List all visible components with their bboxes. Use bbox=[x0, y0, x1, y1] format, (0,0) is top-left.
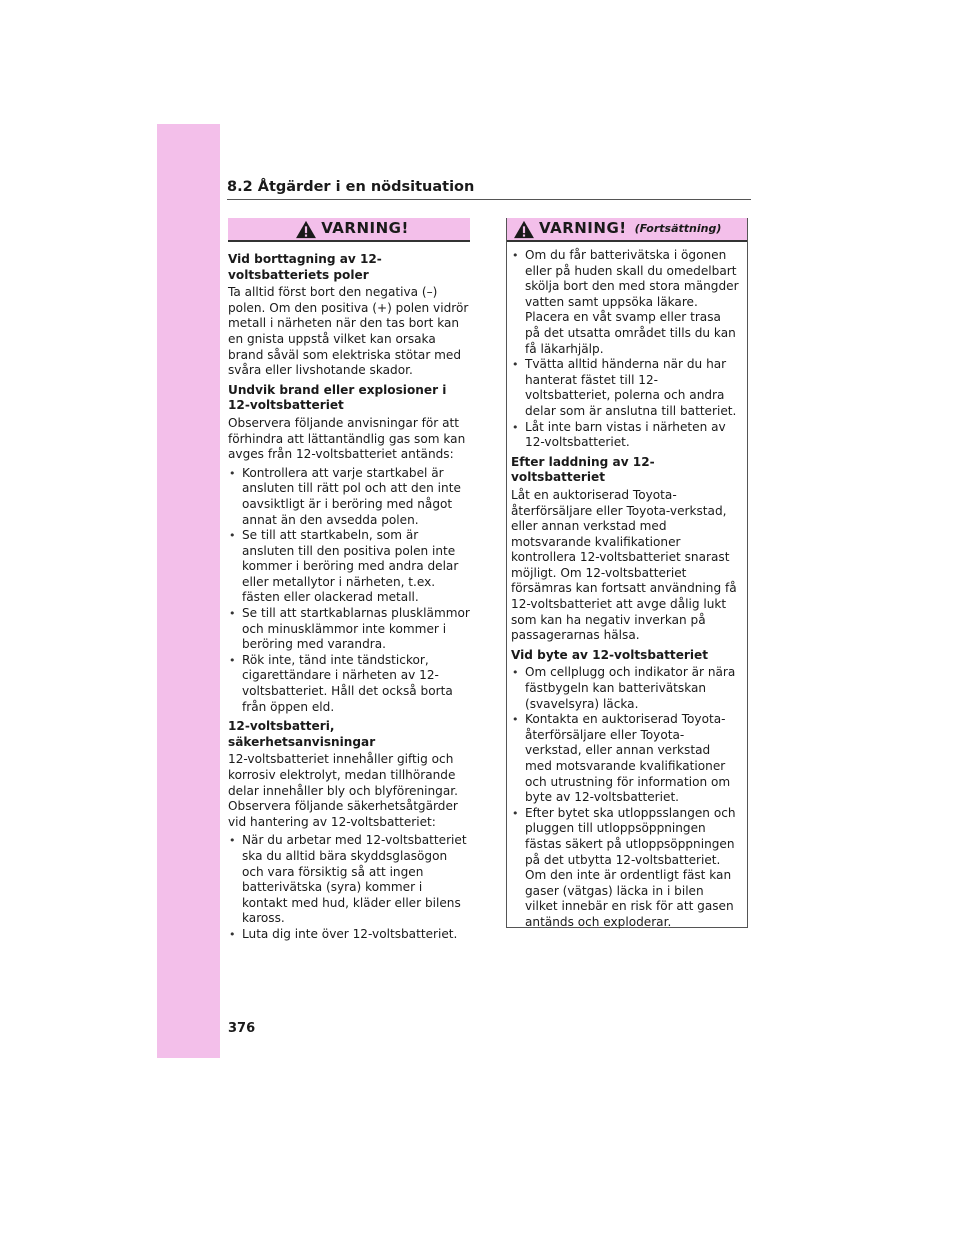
chapter-tab bbox=[157, 124, 220, 1058]
list-item: • Kontakta en auktoriserad Toyota-återförsäljare eller Toyota-verkstad, eller annan verkstad med motsvarande kvalifikationer och utrustning för information om byte av 12-voltsbatteriet. bbox=[511, 712, 739, 806]
list-item: • Se till att startkablarnas plusklämmor och minusklämmor inte kommer i beröring med varandra. bbox=[228, 606, 470, 653]
page-number: 376 bbox=[228, 1021, 256, 1036]
list-item: • Efter bytet ska utloppsslangen och pluggen till utloppsöppningen fästas säkert på utloppsöppningen på det utbytta 12-voltsbatteriet. Om den inte är ordentligt fäst kan gaser (vätgas) läcka in i bilen vilket innebär en risk för att gasen antänds och exploderar. bbox=[511, 806, 739, 931]
bullet-list bbox=[511, 248, 739, 451]
bullet-list bbox=[511, 665, 739, 930]
heading-remove-poles: Vid borttagning av 12-voltsbatteriets poler bbox=[228, 252, 382, 282]
paragraph: Låt en auktoriserad Toyota-återförsäljare eller Toyota-verkstad, eller annan verkstad med motsvarande kvalifikationer kontrollera 12-voltsbatteriet snarast möjligt. Om 12-voltsbatteriet försämras kan fortsatt användning få 12-voltsbatteriet att avge dålig lukt som kan ha negativ inverkan på passagerarnas hälsa. bbox=[511, 487, 737, 643]
warning-continued: (Fortsättning) bbox=[634, 222, 722, 236]
list-item: • Kontrollera att varje startkabel är ansluten till rätt pol och att den inte oavsiktligt är i beröring med något annat än den avsedda polen. bbox=[228, 466, 470, 528]
heading-avoid-fire: Undvik brand eller explosioner i 12-voltsbatteriet bbox=[228, 382, 447, 413]
heading-after-charging: Efter laddning av 12-voltsbatteriet bbox=[511, 454, 655, 485]
list-item: • Låt inte barn vistas i närheten av 12-voltsbatteriet. bbox=[511, 420, 739, 451]
list-item: • Se till att startkabeln, som är ansluten till den positiva polen inte kommer i beröring med andra delar eller metallytor i närheten, t.ex. fästen eller olackerad metall. bbox=[228, 528, 470, 606]
list-item: • Rök inte, tänd inte tändstickor, cigarettändare i närheten av 12-voltsbatteriet. Håll det också borta från öppen eld. bbox=[228, 653, 470, 715]
heading-safety: 12-voltsbatteri, säkerhetsanvisningar bbox=[228, 719, 376, 749]
warning-bar bbox=[228, 218, 470, 242]
warning-box-right bbox=[506, 218, 748, 928]
paragraph: Observera följande anvisningar för att förhindra att lättantändlig gas som kan avges från 12-voltsbatteriet antänds: bbox=[228, 415, 466, 462]
warning-bar bbox=[507, 218, 747, 242]
heading-battery-replacement: Vid byte av 12-voltsbatteriet bbox=[511, 647, 708, 662]
list-item: • Om cellplugg och indikator är nära fästbygeln kan batterivätskan (svavelsyra) läcka. bbox=[511, 665, 739, 712]
list-item: • Luta dig inte över 12-voltsbatteriet. bbox=[228, 927, 470, 943]
list-item: • Tvätta alltid händerna när du har hanterat fästet till 12-voltsbatteriet, polerna och andra delar som är anslutna till batteriet. bbox=[511, 357, 739, 419]
paragraph: Ta alltid först bort den negativa (–) polen. Om den positiva (+) polen vidrör metall i närheten när den tas bort kan en gnista uppstå vilket kan orsaka brand såväl som elektriska stötar med svåra eller livshotande skador. bbox=[228, 285, 469, 378]
warning-title: VARNING! bbox=[321, 219, 409, 238]
list-item: • När du arbetar med 12-voltsbatteriet ska du alltid bära skyddsglasögon och vara försiktig så att ingen batterivätska (syra) kommer i kontakt med hud, kläder eller bilens kaross. bbox=[228, 833, 470, 927]
warning-title: VARNING! bbox=[539, 219, 627, 238]
paragraph: 12-voltsbatteriet innehåller giftig och korrosiv elektrolyt, medan tillhörande delar innehåller bly och blyföreningar. Observera följande säkerhetsåtgärder vid hantering av 12-voltsbatteriet: bbox=[228, 752, 458, 829]
warning-triangle-icon bbox=[513, 220, 535, 239]
warning-box-left bbox=[228, 218, 470, 943]
bullet-list bbox=[228, 466, 470, 716]
section-title: 8.2 Åtgärder i en nödsituation bbox=[227, 177, 751, 200]
warning-triangle-icon bbox=[295, 220, 317, 239]
bullet-list bbox=[228, 833, 470, 942]
list-item: • Om du får batterivätska i ögonen eller på huden skall du omedelbart skölja bort den med stora mängder vatten samt uppsöka läkare. Placera en våt svamp eller trasa på det utsatta området tills du kan få läkarhjälp. bbox=[511, 248, 739, 357]
